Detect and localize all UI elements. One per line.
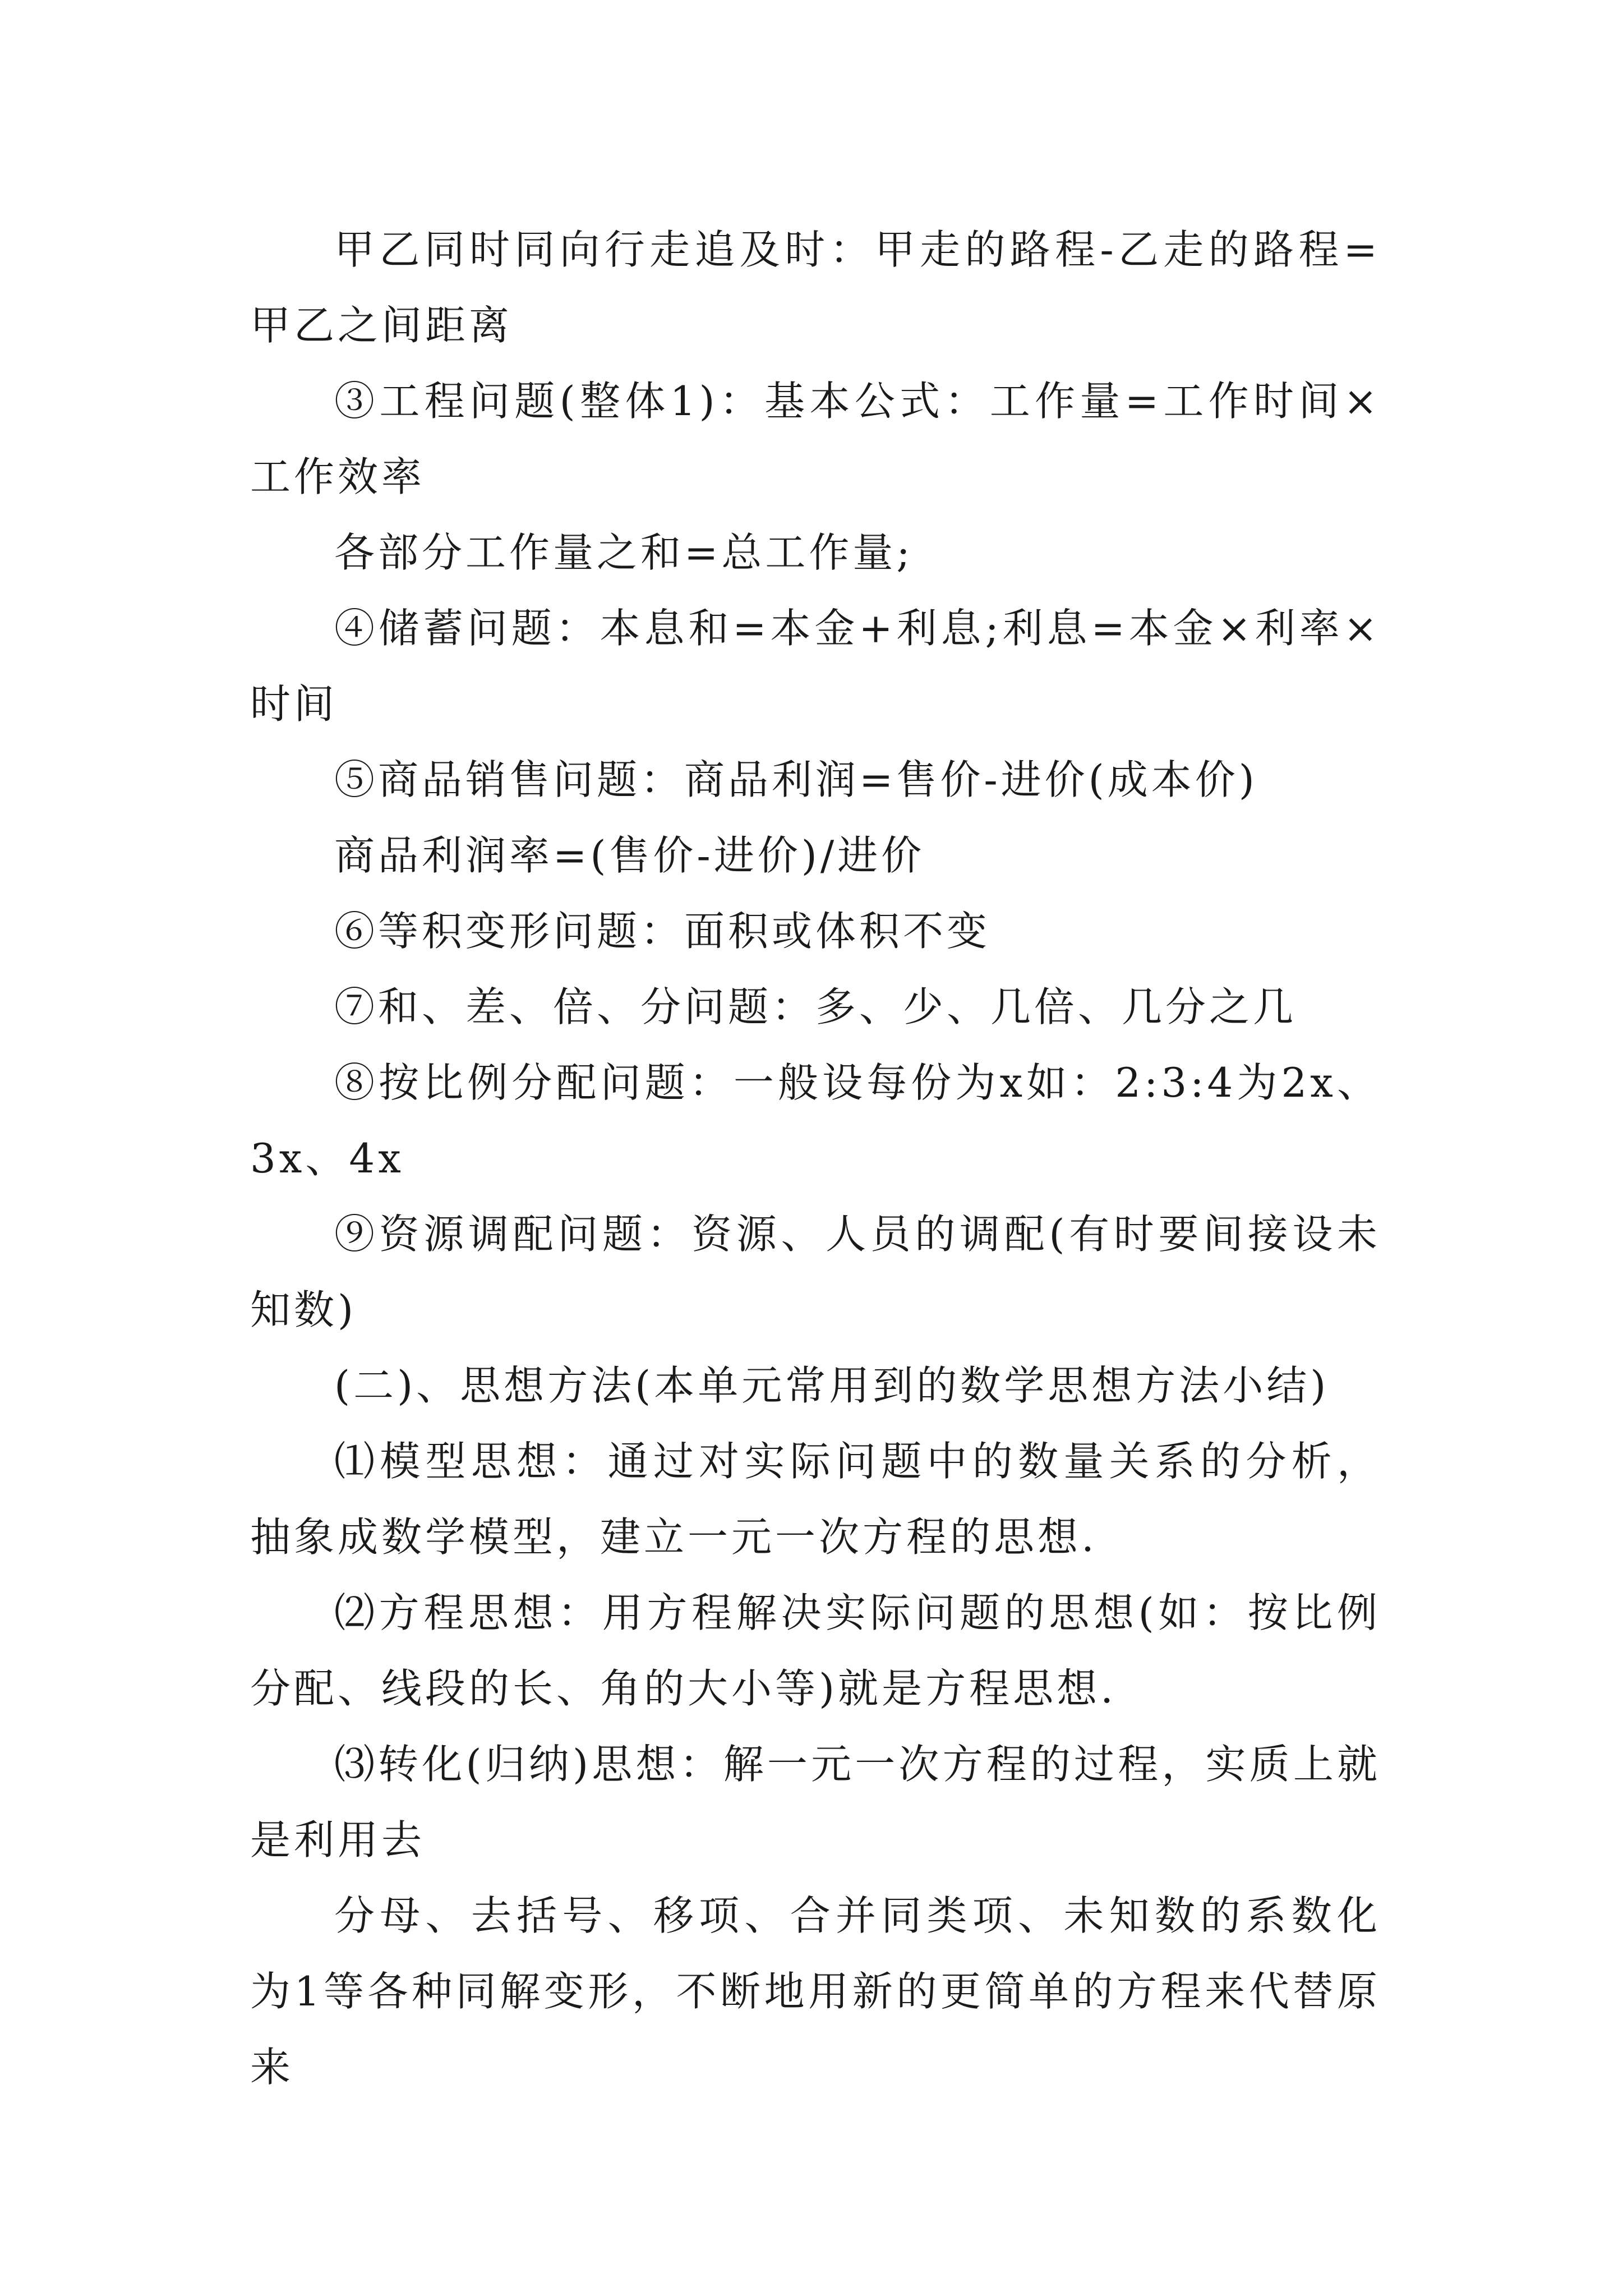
paragraph-equation-thinking: ⑵方程思想：用方程解决实际问题的思想(如：按比例分配、线段的长、角的大小等)就是方程思想. xyxy=(250,1589,1381,1712)
paragraph-sum-difference: ⑦和、差、倍、分问题：多、少、几倍、几分之几 xyxy=(334,983,1297,1030)
paragraph-model-thinking: ⑴模型思想：通过对实际问题中的数量关系的分析，抽象成数学模型，建立一元一次方程的思想. xyxy=(250,1438,1381,1561)
paragraph-profit-rate: 商品利润率=(售价-进价)/进价 xyxy=(334,832,925,879)
paragraph-conversion-thinking: ⑶转化(归纳)思想：解一元一次方程的过程，实质上就是利用去 xyxy=(250,1741,1381,1864)
paragraph-conversion-continued: 分母、去括号、移项、合并同类项、未知数的系数化为1等各种同解变形，不断地用新的更简单的方程来代替原来 xyxy=(250,1892,1381,2091)
section-heading-methods: (二)、思想方法(本单元常用到的数学思想方法小结) xyxy=(334,1362,1330,1409)
paragraph-equal-volume: ⑥等积变形问题：面积或体积不变 xyxy=(334,908,991,955)
paragraph-work-sum: 各部分工作量之和=总工作量; xyxy=(334,529,914,576)
document-body xyxy=(250,212,1381,2105)
paragraph-savings: ④储蓄问题：本息和=本金+利息;利息=本金×利率×时间 xyxy=(250,605,1381,728)
paragraph-pursuit: 甲乙同时同向行走追及时：甲走的路程-乙走的路程=甲乙之间距离 xyxy=(250,226,1381,349)
paragraph-resource: ⑨资源调配问题：资源、人员的调配(有时要间接设未知数) xyxy=(250,1211,1381,1333)
paragraph-proportion: ⑧按比例分配问题：一般设每份为x如：2:3:4为2x、3x、4x xyxy=(250,1059,1381,1182)
paragraph-engineering: ③工程问题(整体1)：基本公式：工作量=工作时间×工作效率 xyxy=(250,378,1381,500)
paragraph-sales: ⑤商品销售问题：商品利润=售价-进价(成本价) xyxy=(334,756,1258,803)
